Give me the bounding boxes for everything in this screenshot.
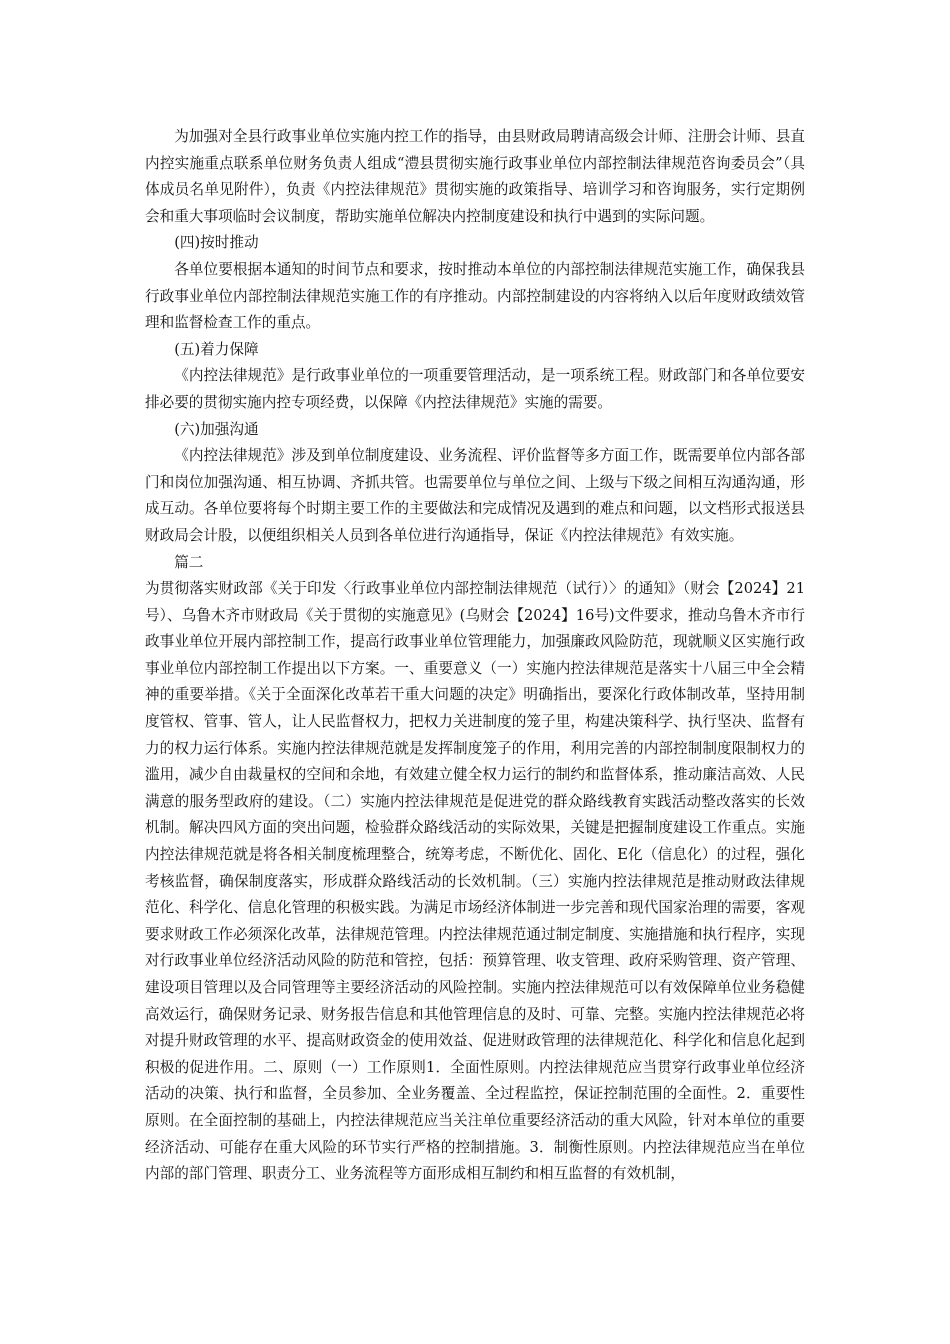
paragraph-communication: 《内控法律规范》涉及到单位制度建设、业务流程、评价监督等多方面工作，既需要单位内部各部门和岗位加强沟通、相互协调、齐抓共管。也需要单位与单位之间、上级与下级之间相互沟通沟通，形成互动。各单位要将每个时期主要工作的主要做法和完成情况及遇到的难点和问题，以文档形式报送县财政局会计股，以便组织相关人员到各单位进行沟通指导，保证《内控法律规范》有效实施。 [145, 447, 805, 544]
section-title-part-two: 篇二 [174, 553, 204, 571]
paragraph-timely-promotion: 各单位要根据本通知的时间节点和要求，按时推动本单位的内部控制法律规范实施工作，确保我县行政事业单位内部控制法律规范实施工作的有序推动。内部控制建设的内容将纳入以后年度财政绩效管理和监督检查工作的重点。 [145, 260, 805, 332]
heading-communication: (六)加强沟通 [174, 420, 259, 438]
document-page [145, 124, 805, 1188]
heading-guarantee: (五)着力保障 [174, 340, 259, 358]
paragraph-advisory-committee: 为加强对全县行政事业单位实施内控工作的指导，由县财政局聘请高级会计师、注册会计师、县直内控实施重点联系单位财务负责人组成“澧县贯彻实施行政事业单位内部控制法律规范咨询委员会”（具体成员名单见附件），负责《内控法律规范》贯彻实施的政策指导、培训学习和咨询服务，实行定期例会和重大事项临时会议制度，帮助实施单位解决内控制度建设和执行中遇到的实际问题。 [145, 128, 805, 225]
heading-timely-promotion: (四)按时推动 [174, 234, 259, 252]
paragraph-part-two-body: 为贯彻落实财政部《关于印发〈行政事业单位内部控制法律规范（试行）〉的通知》（财会【2024】21号）、乌鲁木齐市财政局《关于贯彻的实施意见》(乌财会【2024】16号)文件要求，推动乌鲁木齐市行政事业单位开展内部控制工作，提高行政事业单位管理能力，加强廉政风险防范，现就顺义区实施行政事业单位内部控制工作提出以下方案。一、重要意义（一）实施内控法律规范是落实十八届三中全会精神的重要举措。《关于全面深化改革若干重大问题的决定》明确指出，要深化行政体制改革，坚持用制度管权、管事、管人，让人民监督权力，把权力关进制度的笼子里，构建决策科学、执行坚决、监督有力的权力运行体系。实施内控法律规范就是发挥制度笼子的作用，利用完善的内部控制制度限制权力的滥用，减少自由裁量权的空间和余地，有效建立健全权力运行的制约和监督体系，推动廉洁高效、人民满意的服务型政府的建设。（二）实施内控法律规范是促进党的群众路线教育实践活动整改落实的长效机制。解决四风方面的突出问题，检验群众路线活动的实际效果，关键是把握制度建设工作重点。实施内控法律规范就是将各相关制度梳理整合，统筹考虑，不断优化、固化、E化（信息化）的过程，强化考核监督，确保制度落实，形成群众路线活动的长效机制。（三）实施内控法律规范是推动财政法律规范化、科学化、信息化管理的积极实践。为满足市场经济体制进一步完善和现代国家治理的需要，客观要求财政工作必须深化改革，法律规范管理。内控法律规范通过制定制度、实施措施和执行程序，实现对行政事业单位经济活动风险的防范和管控，包括：预算管理、收支管理、政府采购管理、资产管理、建设项目管理以及合同管理等主要经济活动的风险控制。实施内控法律规范可以有效保障单位业务稳健高效运行，确保财务记录、财务报告信息和其他管理信息的及时、可靠、完整。实施内控法律规范必将对提升财政管理的水平、提高财政资金的使用效益、促进财政管理的法律规范化、科学化和信息化起到积极的促进作用。二、原则（一）工作原则1．全面性原则。内控法律规范应当贯穿行政事业单位经济活动的决策、执行和监督，全员参加、全业务覆盖、全过程监控，保证控制范围的全面性。2．重要性原则。在全面控制的基础上，内控法律规范应当关注单位重要经济活动的重大风险，针对本单位的重要经济活动、可能存在重大风险的环节实行严格的控制措施。3．制衡性原则。内控法律规范应当在单位内部的部门管理、职责分工、业务流程等方面形成相互制约和相互监督的有效机制， [145, 580, 805, 1183]
paragraph-guarantee: 《内控法律规范》是行政事业单位的一项重要管理活动，是一项系统工程。财政部门和各单位要安排必要的贯彻实施内控专项经费，以保障《内控法律规范》实施的需要。 [145, 367, 805, 411]
